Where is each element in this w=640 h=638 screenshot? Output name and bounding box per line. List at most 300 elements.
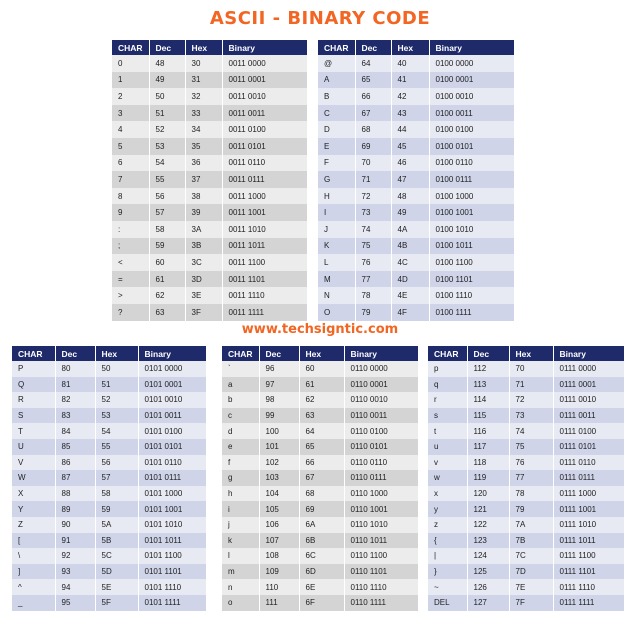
cell-binary: 0101 0100: [138, 423, 206, 439]
cell-binary: 0110 1001: [344, 501, 418, 517]
cell-hex: 5F: [95, 595, 138, 611]
cell-char: C: [318, 105, 355, 122]
col-header-dec: Dec: [467, 346, 509, 361]
cell-hex: 3B: [185, 238, 222, 255]
cell-dec: 59: [149, 238, 185, 255]
cell-dec: 69: [355, 138, 391, 155]
cell-char: ?: [112, 304, 149, 321]
col-header-binary: Binary: [429, 40, 514, 55]
cell-hex: 60: [299, 361, 344, 377]
cell-hex: 6B: [299, 533, 344, 549]
cell-binary: 0011 1101: [222, 271, 307, 288]
cell-char: {: [428, 533, 467, 549]
table-row: [318, 238, 514, 255]
cell-hex: 6A: [299, 517, 344, 533]
cell-hex: 6D: [299, 564, 344, 580]
cell-hex: 4B: [391, 238, 429, 255]
cell-char: k: [222, 533, 259, 549]
table-row: [428, 455, 624, 471]
cell-hex: 48: [391, 188, 429, 205]
col-header-binary: Binary: [553, 346, 624, 361]
cell-binary: 0111 1010: [553, 517, 624, 533]
cell-binary: 0100 0111: [429, 171, 514, 188]
cell-binary: 0011 0010: [222, 88, 307, 105]
cell-char: U: [12, 439, 55, 455]
cell-dec: 55: [149, 171, 185, 188]
cell-dec: 56: [149, 188, 185, 205]
cell-binary: 0101 0101: [138, 439, 206, 455]
cell-binary: 0011 1000: [222, 188, 307, 205]
table-row: [318, 221, 514, 238]
cell-dec: 124: [467, 548, 509, 564]
table-row: [12, 470, 206, 486]
cell-char: L: [318, 254, 355, 271]
cell-hex: 44: [391, 121, 429, 138]
table-row: [428, 377, 624, 393]
cell-hex: 57: [95, 470, 138, 486]
cell-hex: 53: [95, 408, 138, 424]
cell-dec: 115: [467, 408, 509, 424]
cell-char: M: [318, 271, 355, 288]
cell-binary: 0110 0111: [344, 470, 418, 486]
cell-hex: 52: [95, 392, 138, 408]
cell-char: ^: [12, 579, 55, 595]
cell-dec: 90: [55, 517, 95, 533]
cell-dec: 109: [259, 564, 299, 580]
cell-binary: 0110 0011: [344, 408, 418, 424]
cell-binary: 0111 0011: [553, 408, 624, 424]
table-row: [222, 533, 418, 549]
table-row: [112, 204, 307, 221]
cell-binary: 0111 0111: [553, 470, 624, 486]
table-row: [222, 408, 418, 424]
cell-binary: 0011 0001: [222, 72, 307, 89]
table-row: [318, 188, 514, 205]
cell-char: 4: [112, 121, 149, 138]
table-header-row: [428, 346, 624, 361]
cell-binary: 0110 1110: [344, 579, 418, 595]
cell-hex: 5E: [95, 579, 138, 595]
col-header-hex: Hex: [185, 40, 222, 55]
table-row: [112, 254, 307, 271]
ascii-table-uppercase-2: [12, 346, 206, 611]
cell-dec: 48: [149, 55, 185, 72]
table-row: [318, 287, 514, 304]
cell-dec: 67: [355, 105, 391, 122]
cell-char: m: [222, 564, 259, 580]
table-row: [222, 423, 418, 439]
cell-binary: 0100 0100: [429, 121, 514, 138]
cell-char: c: [222, 408, 259, 424]
cell-dec: 54: [149, 155, 185, 172]
cell-dec: 68: [355, 121, 391, 138]
cell-hex: 63: [299, 408, 344, 424]
cell-hex: 39: [185, 204, 222, 221]
cell-dec: 79: [355, 304, 391, 321]
table-row: [222, 548, 418, 564]
table-row: [12, 564, 206, 580]
cell-hex: 72: [509, 392, 553, 408]
cell-char: DEL: [428, 595, 467, 611]
cell-hex: 3A: [185, 221, 222, 238]
cell-hex: 7D: [509, 564, 553, 580]
cell-char: b: [222, 392, 259, 408]
cell-binary: 0100 1101: [429, 271, 514, 288]
cell-char: t: [428, 423, 467, 439]
cell-dec: 101: [259, 439, 299, 455]
cell-char: 9: [112, 204, 149, 221]
cell-binary: 0101 0001: [138, 377, 206, 393]
table-row: [222, 377, 418, 393]
cell-binary: 0111 1101: [553, 564, 624, 580]
cell-hex: 5C: [95, 548, 138, 564]
cell-binary: 0101 1101: [138, 564, 206, 580]
table-row: [318, 72, 514, 89]
cell-dec: 94: [55, 579, 95, 595]
cell-hex: 3E: [185, 287, 222, 304]
cell-hex: 69: [299, 501, 344, 517]
cell-hex: 50: [95, 361, 138, 377]
cell-char: 2: [112, 88, 149, 105]
table-row: [428, 408, 624, 424]
cell-dec: 95: [55, 595, 95, 611]
cell-dec: 57: [149, 204, 185, 221]
cell-hex: 70: [509, 361, 553, 377]
cell-binary: 0100 1111: [429, 304, 514, 321]
cell-binary: 0101 1001: [138, 501, 206, 517]
cell-binary: 0101 0000: [138, 361, 206, 377]
cell-dec: 110: [259, 579, 299, 595]
cell-binary: 0100 0101: [429, 138, 514, 155]
cell-binary: 0100 0010: [429, 88, 514, 105]
cell-dec: 70: [355, 155, 391, 172]
cell-char: 1: [112, 72, 149, 89]
cell-binary: 0110 1100: [344, 548, 418, 564]
table-row: [318, 155, 514, 172]
table-row: [112, 304, 307, 321]
cell-binary: 0111 0101: [553, 439, 624, 455]
cell-binary: 0100 1010: [429, 221, 514, 238]
cell-char: ~: [428, 579, 467, 595]
cell-dec: 49: [149, 72, 185, 89]
cell-dec: 88: [55, 486, 95, 502]
cell-dec: 58: [149, 221, 185, 238]
cell-char: u: [428, 439, 467, 455]
table-row: [428, 501, 624, 517]
cell-char: e: [222, 439, 259, 455]
cell-hex: 71: [509, 377, 553, 393]
cell-hex: 49: [391, 204, 429, 221]
table-row: [12, 517, 206, 533]
col-header-dec: Dec: [259, 346, 299, 361]
cell-char: n: [222, 579, 259, 595]
table-row: [222, 361, 418, 377]
cell-dec: 75: [355, 238, 391, 255]
cell-hex: 42: [391, 88, 429, 105]
table-row: [428, 423, 624, 439]
cell-hex: 32: [185, 88, 222, 105]
table-header-row: [112, 40, 307, 55]
cell-hex: 37: [185, 171, 222, 188]
cell-binary: 0101 0010: [138, 392, 206, 408]
table-row: [222, 392, 418, 408]
table-row: [428, 533, 624, 549]
cell-dec: 98: [259, 392, 299, 408]
cell-char: }: [428, 564, 467, 580]
cell-binary: 0111 1001: [553, 501, 624, 517]
cell-dec: 104: [259, 486, 299, 502]
table-row: [222, 564, 418, 580]
table-row: [12, 579, 206, 595]
cell-binary: 0111 0001: [553, 377, 624, 393]
cell-hex: 74: [509, 423, 553, 439]
cell-char: a: [222, 377, 259, 393]
table-row: [222, 439, 418, 455]
cell-char: d: [222, 423, 259, 439]
cell-char: >: [112, 287, 149, 304]
cell-dec: 83: [55, 408, 95, 424]
cell-char: K: [318, 238, 355, 255]
table-row: [12, 408, 206, 424]
cell-char: [: [12, 533, 55, 549]
cell-hex: 77: [509, 470, 553, 486]
cell-binary: 0111 1000: [553, 486, 624, 502]
cell-dec: 52: [149, 121, 185, 138]
cell-char: ]: [12, 564, 55, 580]
cell-binary: 0101 0111: [138, 470, 206, 486]
cell-hex: 6C: [299, 548, 344, 564]
cell-char: \: [12, 548, 55, 564]
col-header-dec: Dec: [149, 40, 185, 55]
cell-char: |: [428, 548, 467, 564]
cell-binary: 0110 0110: [344, 455, 418, 471]
col-header-hex: Hex: [95, 346, 138, 361]
table-row: [428, 439, 624, 455]
table-row: [318, 121, 514, 138]
col-header-dec: Dec: [355, 40, 391, 55]
table-row: [428, 486, 624, 502]
cell-hex: 5B: [95, 533, 138, 549]
cell-dec: 118: [467, 455, 509, 471]
cell-binary: 0101 1010: [138, 517, 206, 533]
table-row: [112, 171, 307, 188]
col-header-hex: Hex: [391, 40, 429, 55]
cell-dec: 103: [259, 470, 299, 486]
cell-char: 3: [112, 105, 149, 122]
cell-char: j: [222, 517, 259, 533]
cell-hex: 59: [95, 501, 138, 517]
cell-binary: 0110 0000: [344, 361, 418, 377]
cell-dec: 84: [55, 423, 95, 439]
cell-char: P: [12, 361, 55, 377]
cell-hex: 7C: [509, 548, 553, 564]
cell-hex: 34: [185, 121, 222, 138]
cell-binary: 0111 0010: [553, 392, 624, 408]
cell-dec: 64: [355, 55, 391, 72]
cell-char: <: [112, 254, 149, 271]
cell-dec: 112: [467, 361, 509, 377]
cell-dec: 123: [467, 533, 509, 549]
cell-hex: 55: [95, 439, 138, 455]
cell-char: E: [318, 138, 355, 155]
table-row: [222, 579, 418, 595]
cell-binary: 0111 1111: [553, 595, 624, 611]
table-row: [12, 486, 206, 502]
cell-binary: 0110 1101: [344, 564, 418, 580]
cell-hex: 4A: [391, 221, 429, 238]
cell-char: H: [318, 188, 355, 205]
cell-binary: 0110 1000: [344, 486, 418, 502]
ascii-table-digits: [112, 40, 307, 321]
col-header-binary: Binary: [344, 346, 418, 361]
cell-char: W: [12, 470, 55, 486]
table-row: [112, 287, 307, 304]
cell-dec: 107: [259, 533, 299, 549]
cell-dec: 86: [55, 455, 95, 471]
cell-dec: 108: [259, 548, 299, 564]
cell-binary: 0100 1100: [429, 254, 514, 271]
cell-dec: 50: [149, 88, 185, 105]
cell-dec: 122: [467, 517, 509, 533]
cell-binary: 0011 1001: [222, 204, 307, 221]
cell-hex: 56: [95, 455, 138, 471]
table-row: [318, 88, 514, 105]
cell-dec: 120: [467, 486, 509, 502]
cell-dec: 114: [467, 392, 509, 408]
cell-hex: 30: [185, 55, 222, 72]
table-row: [318, 204, 514, 221]
cell-hex: 5A: [95, 517, 138, 533]
table-row: [318, 171, 514, 188]
cell-binary: 0110 1011: [344, 533, 418, 549]
cell-binary: 0110 0101: [344, 439, 418, 455]
table-row: [112, 138, 307, 155]
cell-char: N: [318, 287, 355, 304]
table-row: [428, 548, 624, 564]
cell-binary: 0111 0100: [553, 423, 624, 439]
table-row: [112, 72, 307, 89]
cell-dec: 76: [355, 254, 391, 271]
cell-hex: 76: [509, 455, 553, 471]
cell-hex: 35: [185, 138, 222, 155]
cell-char: y: [428, 501, 467, 517]
cell-char: X: [12, 486, 55, 502]
table-row: [318, 105, 514, 122]
table-row: [112, 88, 307, 105]
cell-dec: 82: [55, 392, 95, 408]
cell-hex: 4E: [391, 287, 429, 304]
table-row: [12, 423, 206, 439]
cell-dec: 72: [355, 188, 391, 205]
cell-dec: 51: [149, 105, 185, 122]
cell-binary: 0100 0000: [429, 55, 514, 72]
cell-hex: 66: [299, 455, 344, 471]
cell-hex: 7B: [509, 533, 553, 549]
col-header-dec: Dec: [55, 346, 95, 361]
table-header-row: [318, 40, 514, 55]
cell-binary: 0011 1111: [222, 304, 307, 321]
cell-binary: 0100 1011: [429, 238, 514, 255]
table-row: [318, 55, 514, 72]
cell-dec: 111: [259, 595, 299, 611]
table-row: [12, 501, 206, 517]
table-row: [222, 595, 418, 611]
cell-char: =: [112, 271, 149, 288]
cell-hex: 3F: [185, 304, 222, 321]
cell-dec: 77: [355, 271, 391, 288]
table-row: [318, 304, 514, 321]
cell-char: F: [318, 155, 355, 172]
cell-char: I: [318, 204, 355, 221]
cell-char: v: [428, 455, 467, 471]
cell-char: 8: [112, 188, 149, 205]
cell-char: r: [428, 392, 467, 408]
cell-char: s: [428, 408, 467, 424]
cell-dec: 89: [55, 501, 95, 517]
table-row: [112, 238, 307, 255]
cell-char: z: [428, 517, 467, 533]
cell-hex: 33: [185, 105, 222, 122]
table-row: [12, 392, 206, 408]
cell-hex: 65: [299, 439, 344, 455]
cell-char: Y: [12, 501, 55, 517]
cell-binary: 0011 0111: [222, 171, 307, 188]
cell-binary: 0011 1011: [222, 238, 307, 255]
cell-binary: 0101 0110: [138, 455, 206, 471]
cell-hex: 75: [509, 439, 553, 455]
cell-dec: 92: [55, 548, 95, 564]
cell-dec: 106: [259, 517, 299, 533]
cell-hex: 6F: [299, 595, 344, 611]
cell-binary: 0100 0001: [429, 72, 514, 89]
cell-dec: 63: [149, 304, 185, 321]
table-row: [428, 579, 624, 595]
cell-dec: 74: [355, 221, 391, 238]
cell-binary: 0110 0010: [344, 392, 418, 408]
col-header-hex: Hex: [509, 346, 553, 361]
table-row: [112, 271, 307, 288]
cell-binary: 0011 0011: [222, 105, 307, 122]
cell-hex: 7E: [509, 579, 553, 595]
table-row: [428, 595, 624, 611]
cell-binary: 0100 1110: [429, 287, 514, 304]
cell-hex: 45: [391, 138, 429, 155]
cell-dec: 99: [259, 408, 299, 424]
cell-char: w: [428, 470, 467, 486]
cell-dec: 81: [55, 377, 95, 393]
table-row: [12, 361, 206, 377]
cell-hex: 67: [299, 470, 344, 486]
table-row: [428, 392, 624, 408]
ascii-table-lowercase-2: [428, 346, 624, 611]
table-row: [112, 188, 307, 205]
cell-char: T: [12, 423, 55, 439]
cell-char: i: [222, 501, 259, 517]
cell-dec: 116: [467, 423, 509, 439]
col-header-char: CHAR: [428, 346, 467, 361]
cell-dec: 100: [259, 423, 299, 439]
table-row: [222, 501, 418, 517]
cell-binary: 0100 1001: [429, 204, 514, 221]
cell-char: S: [12, 408, 55, 424]
cell-hex: 6E: [299, 579, 344, 595]
cell-char: g: [222, 470, 259, 486]
cell-binary: 0101 1011: [138, 533, 206, 549]
cell-binary: 0110 1010: [344, 517, 418, 533]
table-row: [112, 105, 307, 122]
table-row: [12, 533, 206, 549]
cell-char: q: [428, 377, 467, 393]
